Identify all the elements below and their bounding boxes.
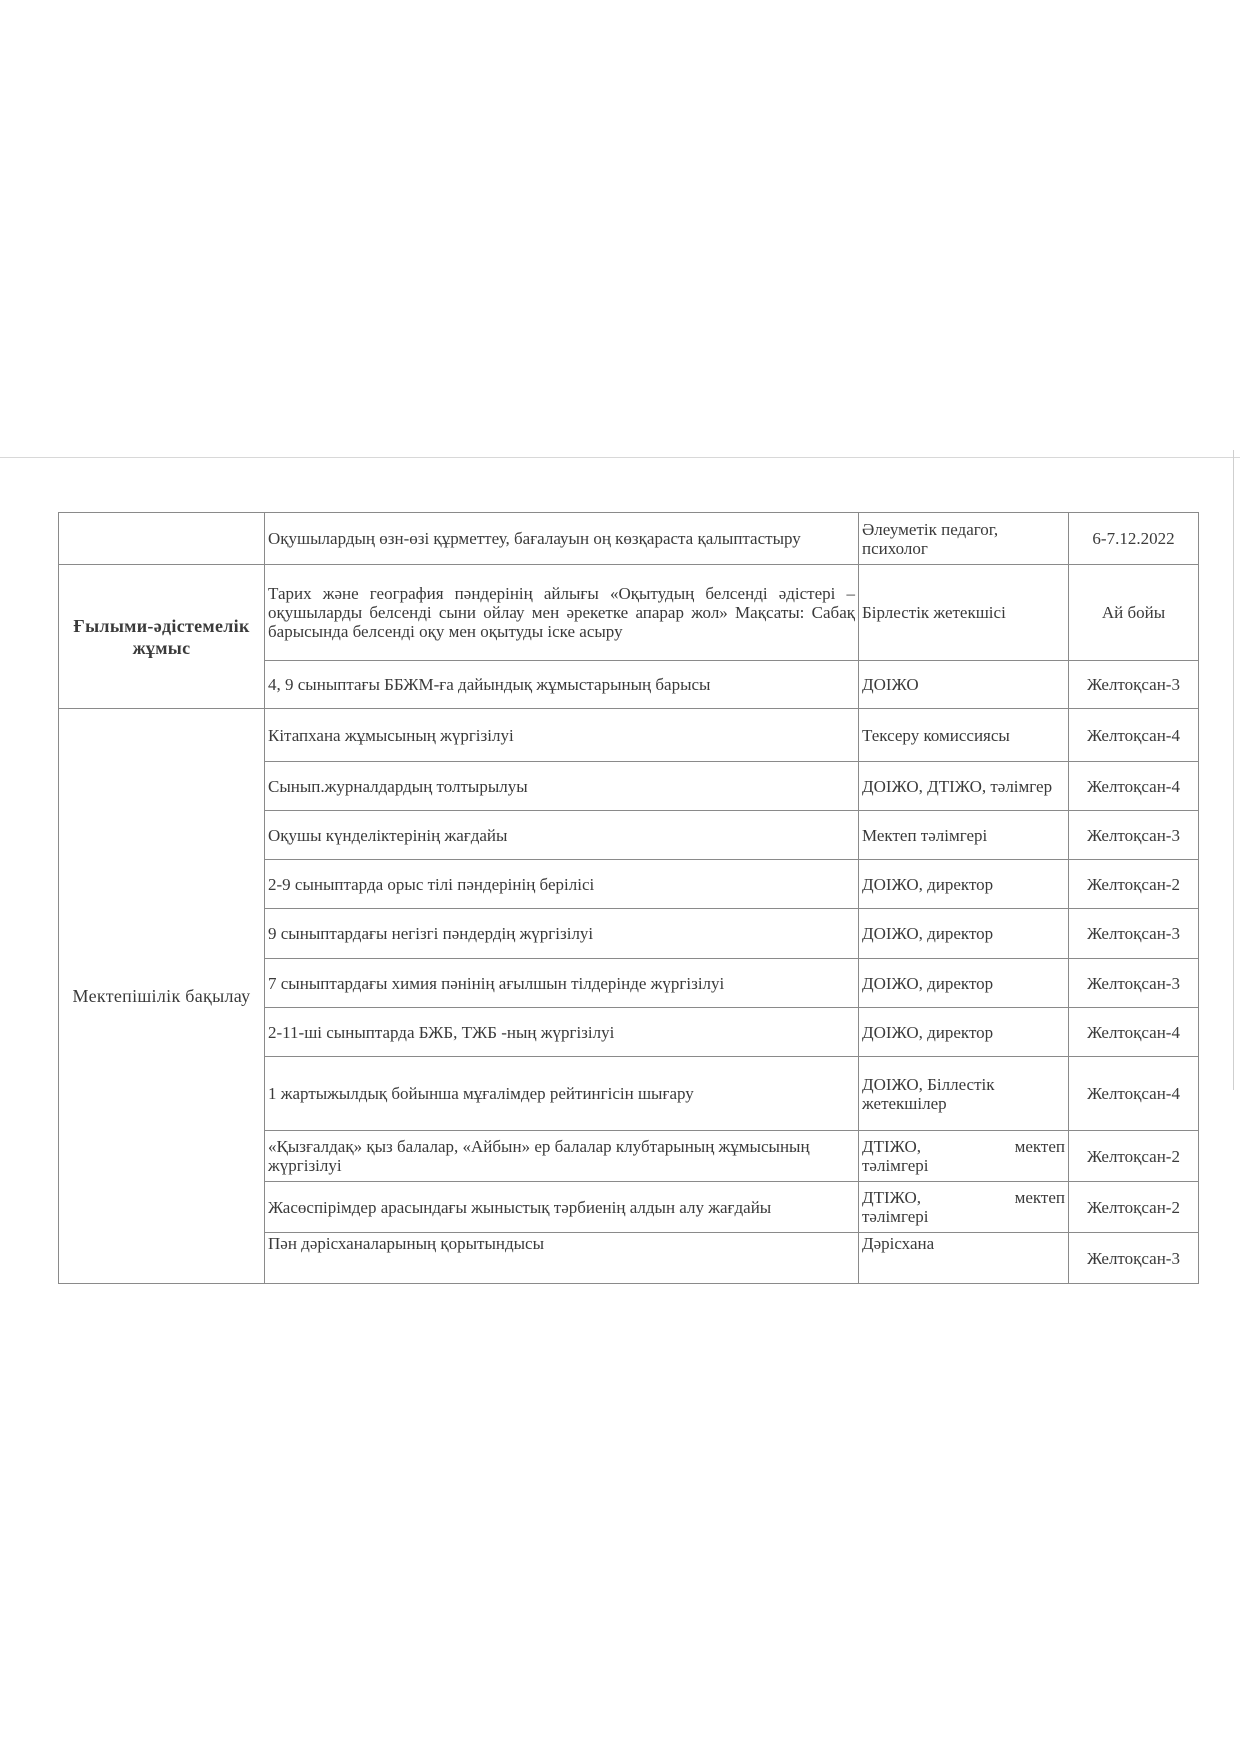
responsible-cell xyxy=(859,1131,1069,1182)
responsible-cell: Мектеп тәлімгері xyxy=(859,811,1069,860)
scan-edge-line xyxy=(1233,450,1234,1090)
responsible-part: мектеп xyxy=(1014,1137,1065,1156)
date-cell: Желтоқсан-3 xyxy=(1069,959,1199,1008)
table-row xyxy=(59,709,1199,762)
responsible-cell: ДОІЖО, директор xyxy=(859,959,1069,1008)
responsible-cell: ДОІЖО, ДТІЖО, тәлімгер xyxy=(859,762,1069,811)
date-cell: Желтоқсан-4 xyxy=(1069,762,1199,811)
responsible-cell: ДОІЖО xyxy=(859,661,1069,709)
responsible-part: мектеп xyxy=(1014,1188,1065,1207)
date-cell: Ай бойы xyxy=(1069,565,1199,661)
date-cell: Желтоқсан-3 xyxy=(1069,661,1199,709)
date-cell: Желтоқсан-2 xyxy=(1069,1131,1199,1182)
topic-cell: 2-9 сыныптарда орыс тілі пәндерінің берілісі xyxy=(265,860,859,909)
responsible-part: тәлімгері xyxy=(862,1207,929,1226)
responsible-cell xyxy=(859,1182,1069,1233)
responsible-line xyxy=(862,1188,1065,1207)
responsible-line xyxy=(862,1137,1065,1156)
topic-cell: Жасөспірімдер арасындағы жыныстық тәрбиенің алдын алу жағдайы xyxy=(265,1182,859,1233)
topic-cell: Оқушылардың өзн-өзі құрметтеу, бағалауын оң көзқараста қалыптастыру xyxy=(265,513,859,565)
responsible-cell: ДОІЖО, директор xyxy=(859,1008,1069,1057)
date-cell: Желтоқсан-3 xyxy=(1069,909,1199,959)
topic-cell: Кітапхана жұмысының жүргізілуі xyxy=(265,709,859,762)
responsible-part: тәлімгері xyxy=(862,1156,929,1175)
date-cell: Желтоқсан-3 xyxy=(1069,811,1199,860)
date-cell: Желтоқсан-2 xyxy=(1069,860,1199,909)
topic-cell: Оқушы күнделіктерінің жағдайы xyxy=(265,811,859,860)
date-cell: Желтоқсан-4 xyxy=(1069,1057,1199,1131)
section-cell-empty xyxy=(59,513,265,565)
topic-cell: 7 сыныптардағы химия пәнінің ағылшын тілдерінде жүргізілуі xyxy=(265,959,859,1008)
responsible-cell: ДОІЖО, директор xyxy=(859,909,1069,959)
responsible-cell: ДОІЖО, Біллестік жетекшілер xyxy=(859,1057,1069,1131)
table-row xyxy=(59,513,1199,565)
topic-cell: Пән дәрісханаларының қорытындысы xyxy=(265,1233,859,1284)
topic-cell: 9 сыныптардағы негізгі пәндердің жүргізілуі xyxy=(265,909,859,959)
responsible-cell: ДОІЖО, директор xyxy=(859,860,1069,909)
table-row xyxy=(59,565,1199,661)
responsible-cell: Тексеру комиссиясы xyxy=(859,709,1069,762)
topic-cell: Тарих және география пәндерінің айлығы «Оқытудың белсенді әдістері – оқушыларды белсенді сыни ойлау мен әрекетке апарар жол» Мақсаты: Сабақ барысында белсенді оқу мен оқытуды іске асыру xyxy=(265,565,859,661)
date-cell: Желтоқсан-2 xyxy=(1069,1182,1199,1233)
responsible-cell: Әлеуметік педагог, психолог xyxy=(859,513,1069,565)
responsible-cell: Дәрісхана xyxy=(859,1233,1069,1284)
date-cell: Желтоқсан-3 xyxy=(1069,1233,1199,1284)
section-title: Мектепішілік бақылау xyxy=(59,709,265,1284)
date-cell: 6-7.12.2022 xyxy=(1069,513,1199,565)
topic-cell: 1 жартыжылдық бойынша мұғалімдер рейтингісін шығару xyxy=(265,1057,859,1131)
scan-border-line xyxy=(0,457,1240,458)
responsible-cell: Бірлестік жетекшісі xyxy=(859,565,1069,661)
topic-cell: «Қызғалдақ» қыз балалар, «Айбын» ер балалар клубтарының жұмысының жүргізілуі xyxy=(265,1131,859,1182)
responsible-part: ДТІЖО, xyxy=(862,1137,921,1156)
section-title: Ғылыми-әдістемелік жұмыс xyxy=(59,565,265,709)
work-plan-table xyxy=(58,512,1199,1284)
responsible-part: ДТІЖО, xyxy=(862,1188,921,1207)
topic-cell: 2-11-ші сыныптарда БЖБ, ТЖБ -ның жүргізілуі xyxy=(265,1008,859,1057)
date-cell: Желтоқсан-4 xyxy=(1069,1008,1199,1057)
topic-cell: Сынып.журналдардың толтырылуы xyxy=(265,762,859,811)
topic-cell: 4, 9 сыныптағы ББЖМ-ға дайындық жұмыстарының барысы xyxy=(265,661,859,709)
date-cell: Желтоқсан-4 xyxy=(1069,709,1199,762)
